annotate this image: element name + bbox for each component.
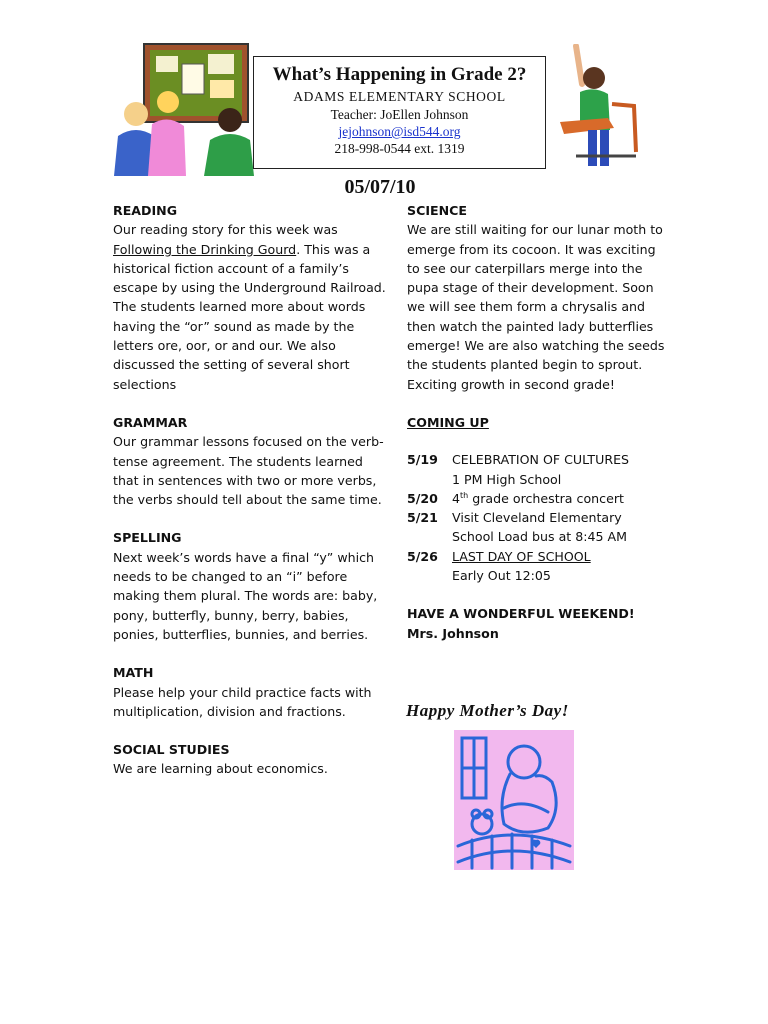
social-studies-section	[113, 740, 388, 779]
school-name: ADAMS ELEMENTARY SCHOOL	[293, 89, 506, 104]
event-title: Visit Cleveland Elementary	[452, 510, 622, 526]
reading-section	[113, 201, 388, 394]
mothers-day-greeting: Happy Mother’s Day!	[406, 701, 569, 720]
event-detail: 1 PM High School	[452, 471, 562, 487]
event-item	[407, 450, 667, 489]
spelling-text: Next week’s words have a final “y” which needs to be changed to an “i” before making them plural. The words are: baby, pony, butterfly, bunny, berry, babies, ponies, butterflies, bunnies, and berries.	[113, 549, 378, 642]
event-title: 4th grade orchestra concert	[452, 490, 624, 506]
grammar-section	[113, 413, 388, 509]
right-column	[407, 201, 667, 643]
closing-message: HAVE A WONDERFUL WEEKEND!	[407, 606, 635, 622]
science-heading: SCIENCE	[407, 203, 467, 218]
event-date: 5/26	[407, 548, 438, 564]
teacher-name: Teacher: JoEllen Johnson	[330, 107, 469, 122]
spelling-heading: SPELLING	[113, 530, 182, 546]
event-item	[407, 547, 667, 586]
event-title: LAST DAY OF SCHOOL	[452, 548, 591, 564]
event-item	[407, 489, 667, 508]
social-studies-text: We are learning about economics.	[113, 761, 328, 777]
spelling-section	[113, 528, 388, 644]
science-section	[407, 201, 667, 394]
coming-up-section	[407, 413, 667, 585]
student-raising-hand-illustration	[556, 44, 640, 174]
event-title: CELEBRATION OF CULTURES	[452, 452, 630, 468]
math-heading: MATH	[113, 665, 154, 681]
teacher-email-link[interactable]: jejohnson@isd544.org	[338, 124, 461, 139]
coming-up-heading: COMING UP	[407, 414, 489, 430]
teacher-phone: 218-998-0544 ext. 1319	[334, 141, 465, 156]
event-date: 5/19	[407, 452, 438, 468]
students-bulletin-board-illustration	[108, 40, 256, 176]
event-detail: School Load bus at 8:45 AM	[452, 529, 627, 545]
newsletter-header	[253, 56, 546, 169]
event-item	[407, 508, 667, 547]
grammar-text: Our grammar lessons focused on the verb-tense agreement. The students learned that in sentences with two or more verbs, the verbs should tell about the same time.	[113, 434, 384, 508]
event-detail: Early Out 12:05	[452, 568, 551, 584]
signature: Mrs. Johnson	[407, 625, 499, 641]
book-title: Following the Drinking Gourd	[113, 241, 297, 257]
newsletter-title: What’s Happening in Grade 2?	[272, 64, 527, 85]
reading-heading: READING	[113, 203, 178, 218]
grammar-heading: GRAMMAR	[113, 414, 188, 430]
mother-and-baby-illustration	[452, 728, 576, 872]
event-date: 5/21	[407, 510, 438, 526]
newsletter-date: 05/07/10	[344, 176, 416, 198]
social-studies-heading: SOCIAL STUDIES	[113, 742, 230, 758]
event-date: 5/20	[407, 490, 438, 506]
science-text: We are still waiting for our lunar moth to emerge from its cocoon. It was exciting to see our caterpillars merge into the pupa stage of their development. Soon we will see them form a chrysalis and then watch the painted lady butterflies emerge! We are also watching the seeds the students planted begin to sprout. Exciting growth in second grade!	[407, 222, 665, 392]
reading-text: Our reading story for this week was Following the Drinking Gourd. This was a historical fiction account of a family’s escape by using the Underground Railroad. The students learned more about words having the “or” sound as made by the letters ore, oor, or and our. We also discussed the setting of several short selections	[113, 222, 386, 392]
left-column	[113, 201, 388, 798]
math-text: Please help your child practice facts with multiplication, division and fractions.	[113, 684, 372, 719]
math-section	[113, 663, 388, 721]
